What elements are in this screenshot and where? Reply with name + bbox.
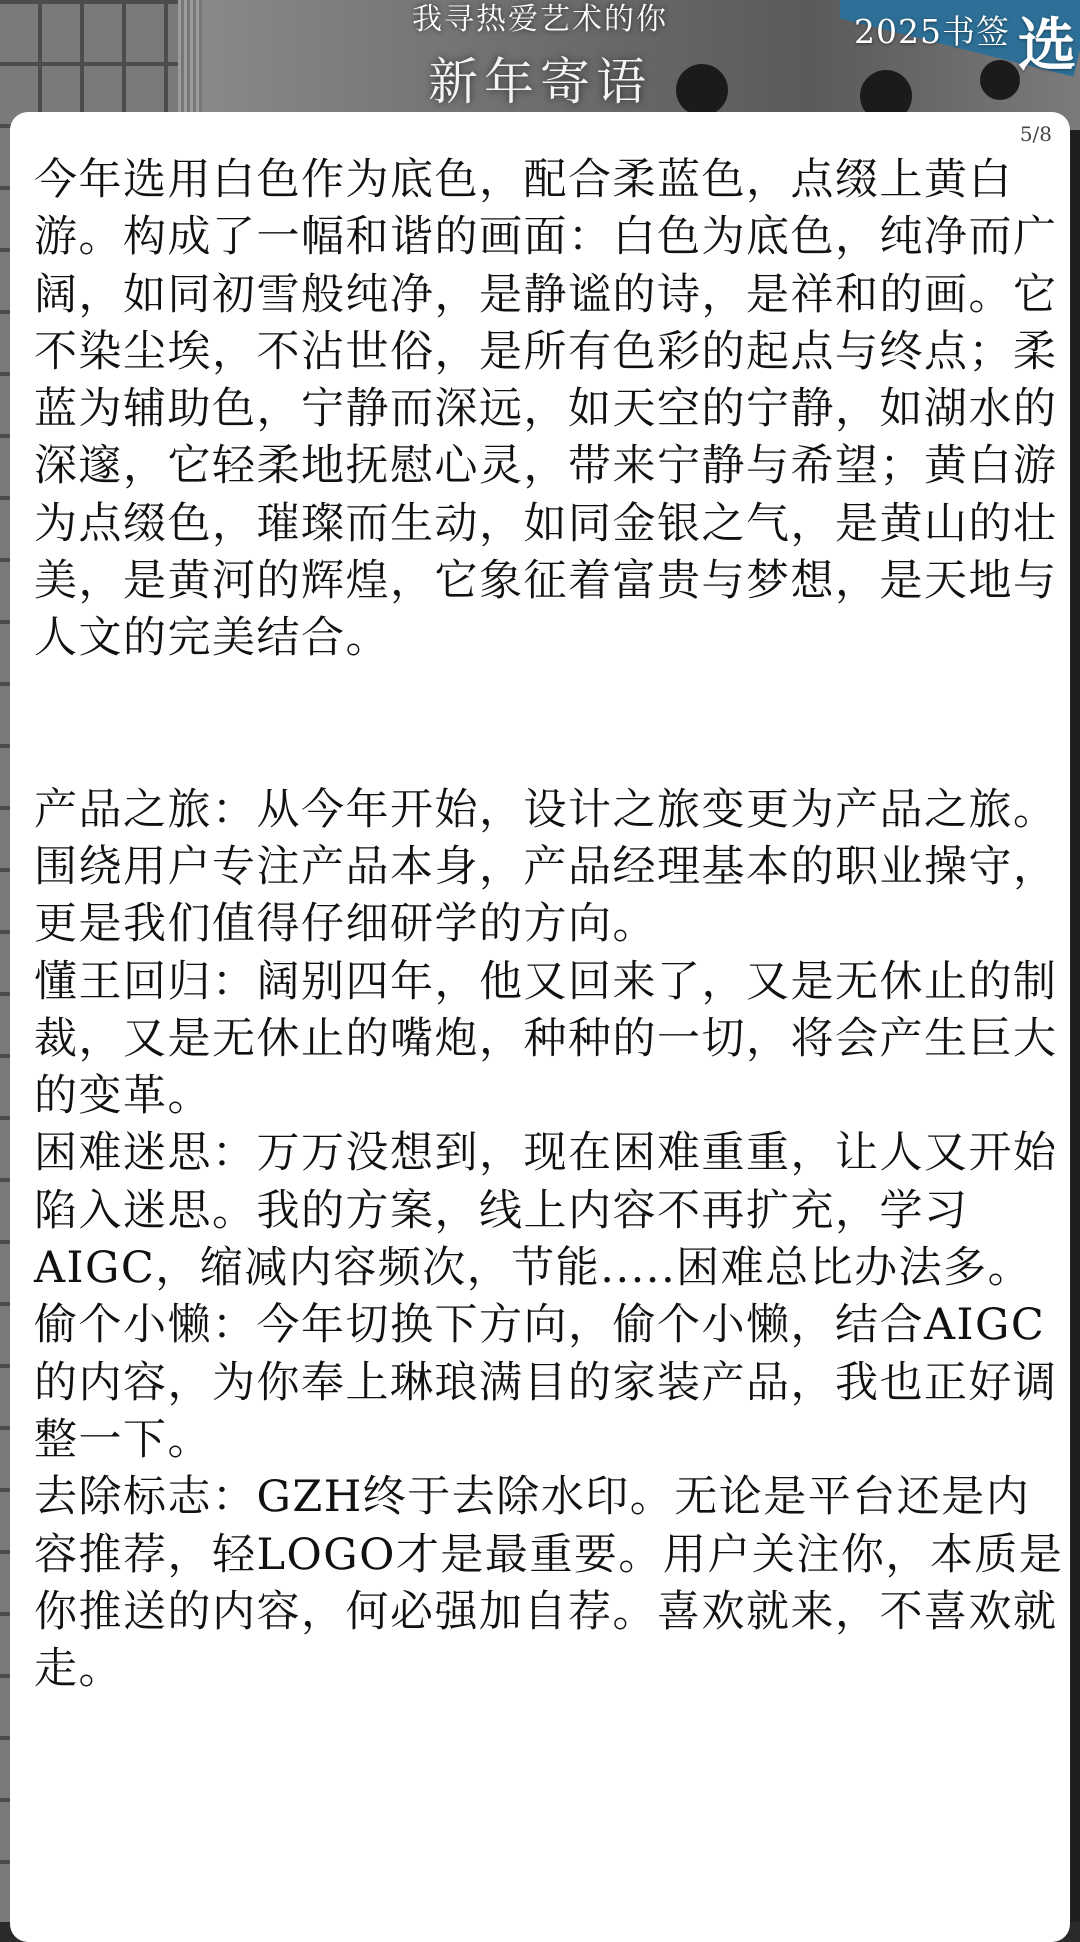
background-edge (1070, 130, 1080, 1922)
section-paragraph: 懂王回归：阔别四年，他又回来了，又是无休止的制裁，又是无休止的嘴炮，种种的一切，将会产生巨大的变革。 (34, 956, 1058, 1122)
article-body (34, 152, 1064, 1698)
paragraph-spacer (34, 668, 1064, 782)
header-title: 新年寄语 (428, 53, 652, 111)
content-card[interactable] (10, 112, 1070, 1942)
section-paragraph: 困难迷思：万万没想到，现在困难重重，让人又开始陷入迷思。我的方案，线上内容不再扩充，学习AIGC，缩减内容频次，节能.....困难总比办法多。 (34, 1128, 1058, 1294)
badge-char: 选 (1017, 11, 1076, 79)
intro-paragraph: 今年选用白色作为底色，配合柔蓝色，点缀上黄白游。构成了一幅和谐的画面：白色为底色，纯净而广阔，如同初雪般纯净，是静谧的诗，是祥和的画。它不染尘埃，不沾世俗，是所有色彩的起点与终点；柔蓝为辅助色，宁静而深远，如天空的宁静，如湖水的深邃，它轻柔地抚慰心灵，带来宁静与希望；黄白游为点缀色，璀璨而生动，如同金银之气，是黄山的壮美，是黄河的辉煌，它象征着富贵与梦想，是天地与人文的完美结合。 (34, 155, 1058, 664)
bookmark-badge (840, 0, 1080, 92)
badge-label: 2025书签 (854, 12, 1010, 51)
section-paragraph: 去除标志：GZH终于去除水印。无论是平台还是内容推荐，轻LOGO才是最重要。用户关注你，本质是你推送的内容，何必强加自荐。喜欢就来，不喜欢就走。 (34, 1472, 1064, 1695)
page-indicator: 5/8 (1019, 122, 1052, 146)
header-subtitle: 我寻热爱艺术的你 (412, 2, 668, 37)
section-paragraph: 产品之旅：从今年开始，设计之旅变更为产品之旅。围绕用户专注产品本身，产品经理基本的职业操守，更是我们值得仔细研学的方向。 (34, 784, 1058, 950)
section-paragraph: 偷个小懒：今年切换下方向，偷个小懒，结合AIGC的内容，为你奉上琳琅满目的家装产品，我也正好调整一下。 (34, 1300, 1058, 1465)
